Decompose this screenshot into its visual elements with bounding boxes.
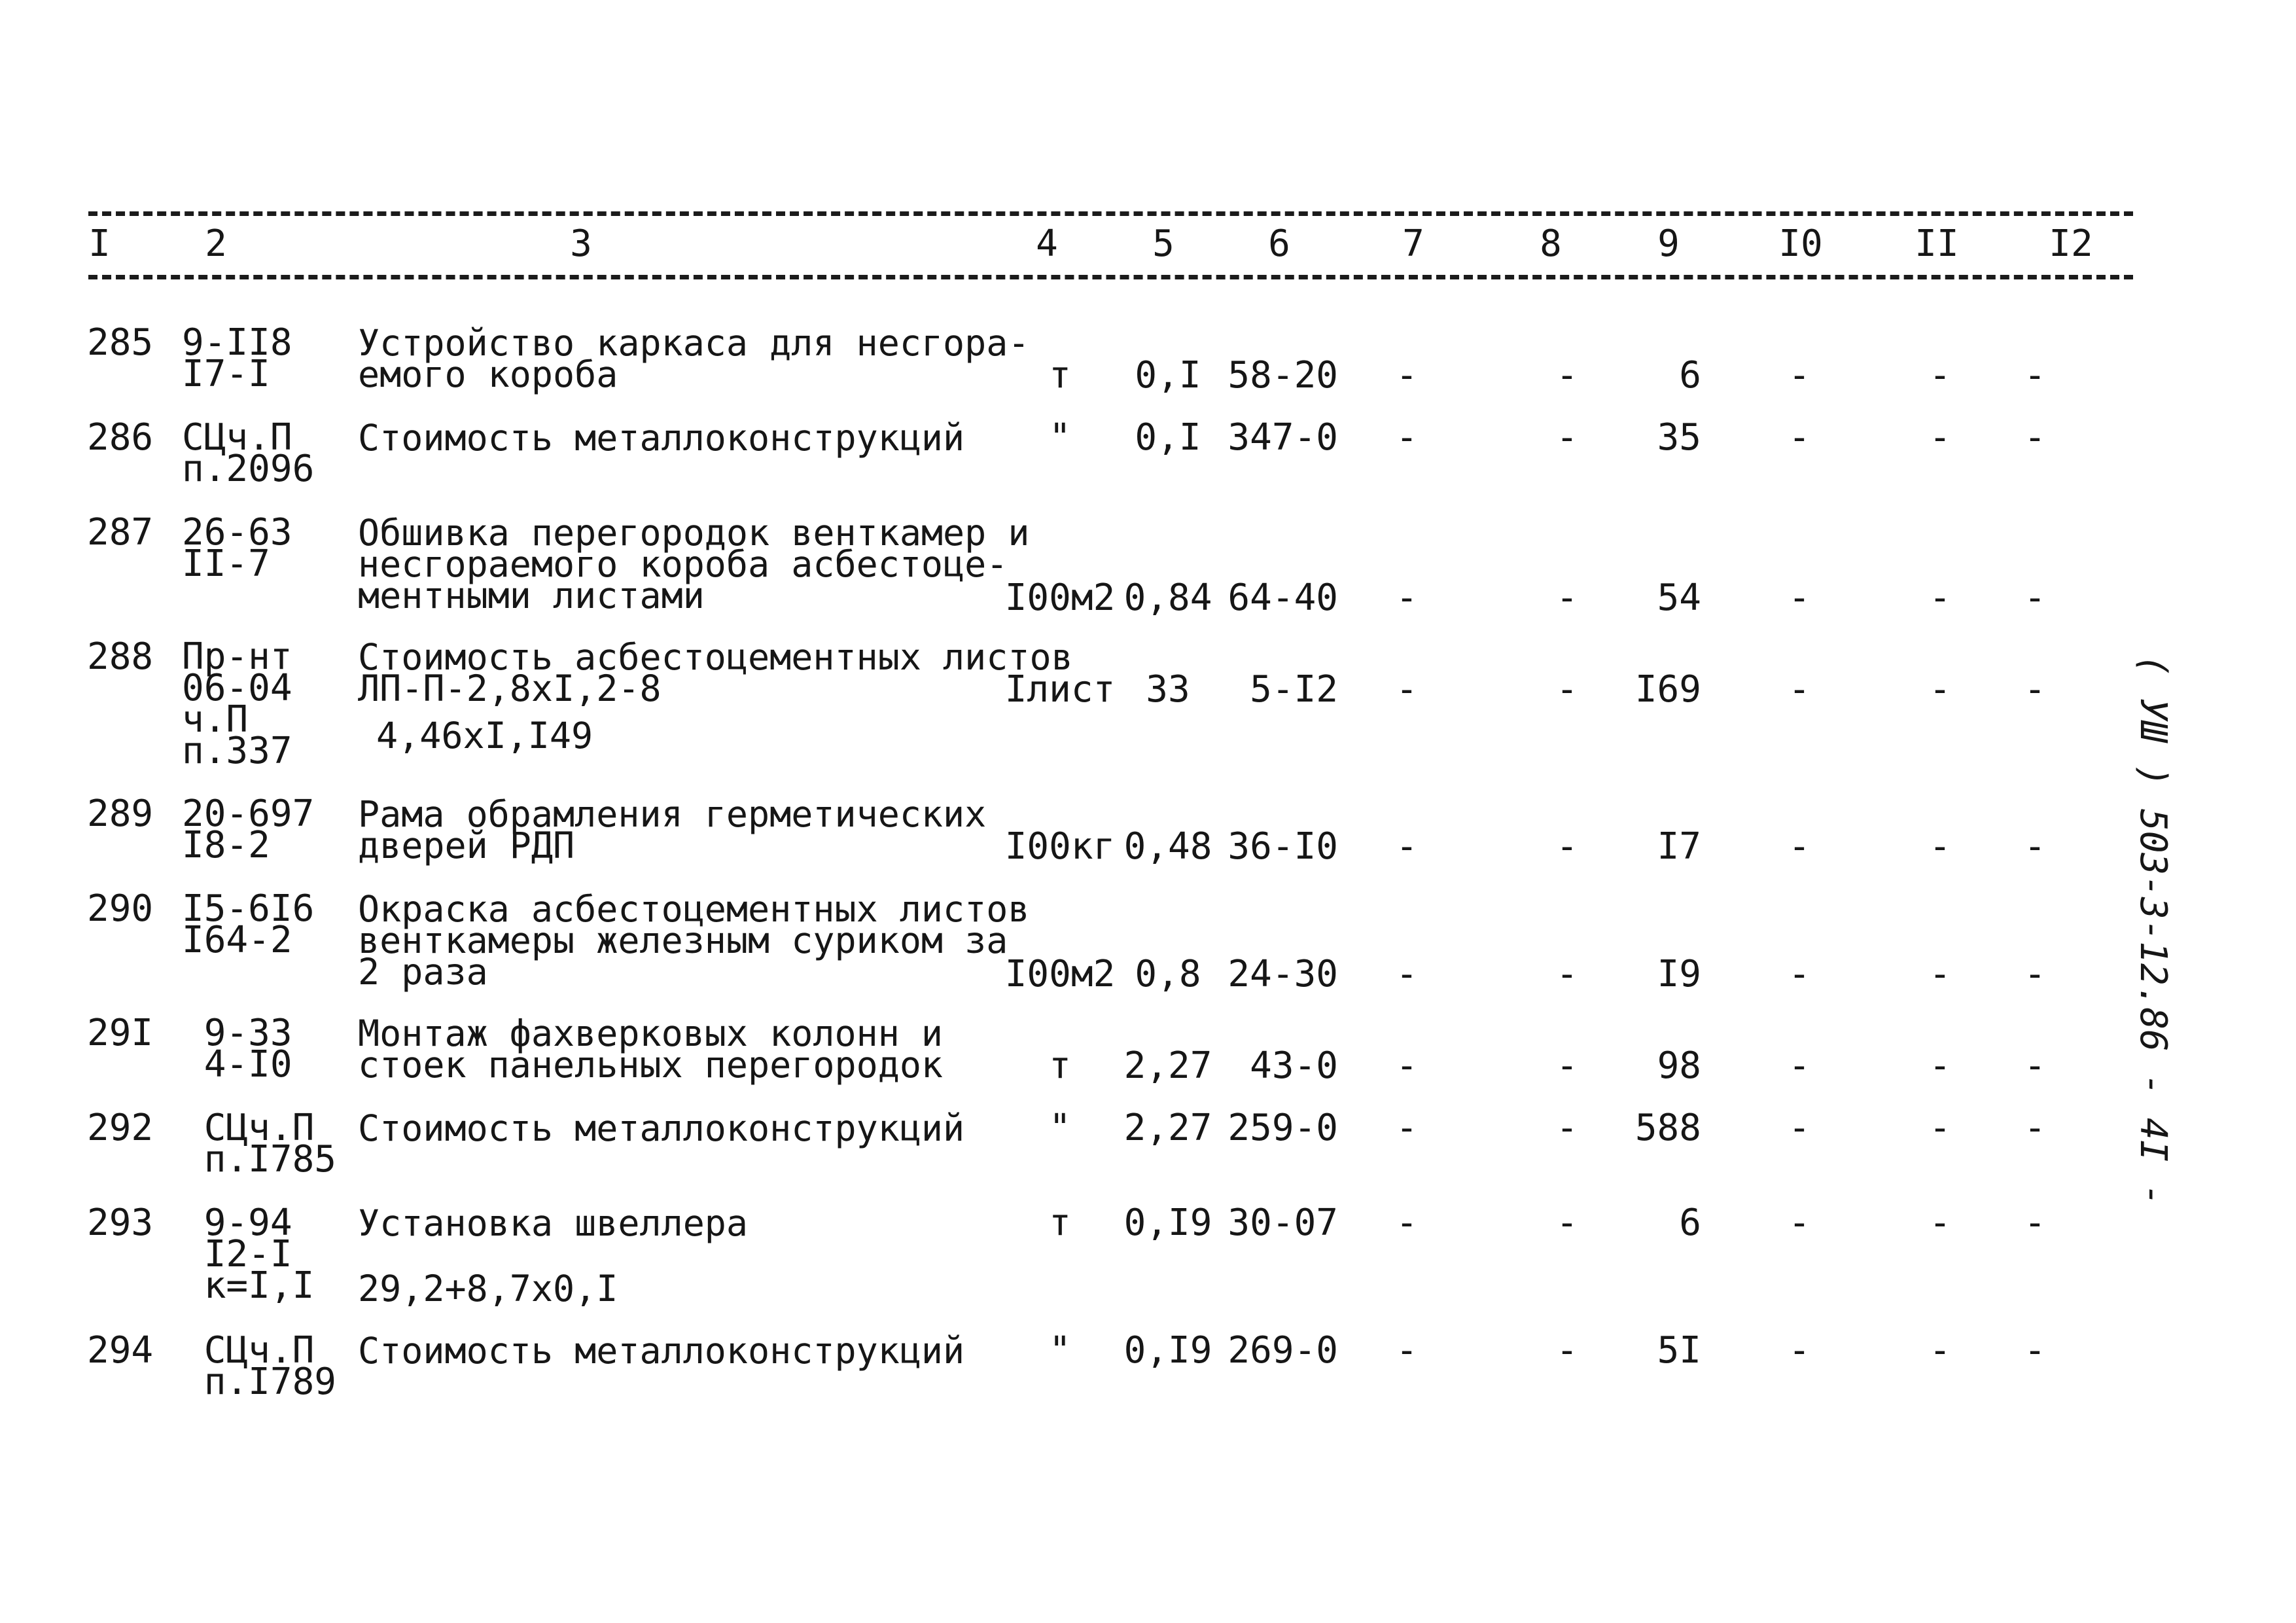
col-7-value: -: [1396, 1202, 1418, 1244]
norm-code: Пр-нт 06-04 ч.П п.337: [182, 635, 292, 772]
quantity: 33: [1146, 668, 1190, 711]
row-number: 290: [87, 887, 154, 930]
table-row: [0, 416, 2296, 490]
table-row: [0, 1329, 2296, 1403]
col-12-value: -: [2024, 577, 2046, 619]
col-10-value: -: [1788, 1044, 1810, 1087]
col-header-1: I: [88, 223, 111, 265]
col-9-value: 54: [1657, 577, 1701, 619]
unit-price: 347-0: [1227, 416, 1338, 459]
work-description: Устройство каркаса для несгора- емого короба: [358, 322, 1030, 395]
col-10-value: -: [1788, 953, 1810, 995]
work-description: Обшивка перегородок венткамер и несгораемого короба асбестоце- ментными листами: [358, 512, 1030, 616]
table-row: [0, 1202, 2296, 1310]
row-number: 287: [87, 511, 154, 554]
col-9-value: 588: [1634, 1107, 1701, 1149]
col-10-value: -: [1788, 1202, 1810, 1244]
col-12-value: -: [2024, 416, 2046, 459]
col-7-value: -: [1396, 1107, 1418, 1149]
col-11-value: -: [1929, 354, 1951, 397]
unit-price: 30-07: [1227, 1202, 1338, 1244]
col-11-value: -: [1929, 416, 1951, 459]
norm-code: 9-33 4-I0: [203, 1012, 292, 1086]
col-11-value: -: [1929, 1202, 1951, 1244]
col-header-10: I0: [1778, 223, 1823, 265]
col-12-value: -: [2024, 354, 2046, 397]
norm-code: СЦч.П п.I785: [203, 1107, 337, 1181]
table-row: [0, 635, 2296, 772]
col-11-value: -: [1929, 668, 1951, 711]
unit-of-measure: I00м2: [1004, 577, 1116, 619]
unit-price: 269-0: [1227, 1329, 1338, 1372]
norm-code: 9-94 I2-I к=I,I: [203, 1202, 315, 1307]
work-description: Монтаж фахверковых колонн и стоек панельных перегородок: [358, 1012, 944, 1086]
col-10-value: -: [1788, 577, 1810, 619]
col-9-value: 6: [1679, 1202, 1701, 1244]
unit-price: 24-30: [1227, 953, 1338, 995]
col-8-value: -: [1556, 1329, 1578, 1372]
col-10-value: -: [1788, 1107, 1810, 1149]
col-8-value: -: [1556, 953, 1578, 995]
col-10-value: -: [1788, 825, 1810, 868]
col-header-5: 5: [1152, 223, 1174, 265]
col-header-4: 4: [1036, 223, 1058, 265]
col-8-value: -: [1556, 354, 1578, 397]
quantity: 2,27: [1123, 1107, 1212, 1149]
table-row: [0, 511, 2296, 619]
work-description: Стоимость металлоконструкций: [358, 417, 965, 459]
col-9-value: I7: [1657, 825, 1701, 868]
col-10-value: -: [1788, 668, 1810, 711]
col-12-value: -: [2024, 1202, 2046, 1244]
norm-code: 9-II8 I7-I: [182, 321, 292, 395]
col-header-6: 6: [1268, 223, 1290, 265]
row-number: 286: [87, 416, 154, 459]
col-11-value: -: [1929, 1044, 1951, 1087]
col-11-value: -: [1929, 825, 1951, 868]
col-7-value: -: [1396, 577, 1418, 619]
col-7-value: -: [1396, 354, 1418, 397]
side-document-code: ( УШ ) 503-3-12.86 - 4I -: [2132, 654, 2174, 1206]
unit-of-measure: т: [1049, 1044, 1071, 1087]
unit-of-measure: I00м2: [1004, 953, 1116, 995]
quantity: 0,48: [1123, 825, 1212, 868]
table-row: [0, 1107, 2296, 1181]
col-8-value: -: [1556, 416, 1578, 459]
unit-price: 259-0: [1227, 1107, 1338, 1149]
calculation-note: 4,46хI,I49: [376, 715, 593, 757]
col-11-value: -: [1929, 953, 1951, 995]
quantity: 0,8: [1135, 953, 1201, 995]
work-description: Стоимость асбестоцементных листов ЛП-П-2,8хI,2-8: [358, 636, 1073, 709]
unit-price: 58-20: [1227, 354, 1338, 397]
col-7-value: -: [1396, 825, 1418, 868]
col-11-value: -: [1929, 577, 1951, 619]
quantity: 2,27: [1123, 1044, 1212, 1087]
unit-of-measure: т: [1049, 354, 1071, 397]
norm-code: I5-6I6 I64-2: [182, 887, 315, 961]
col-header-9: 9: [1657, 223, 1680, 265]
col-12-value: -: [2024, 1329, 2046, 1372]
row-number: 285: [87, 321, 154, 364]
table-row: [0, 887, 2296, 995]
col-12-value: -: [2024, 825, 2046, 868]
unit-of-measure: ": [1049, 1107, 1071, 1149]
row-number: 289: [87, 793, 154, 835]
work-description: Стоимость металлоконструкций: [358, 1107, 965, 1149]
col-header-11: II: [1915, 223, 1959, 265]
norm-code: 26-63 II-7: [182, 511, 292, 585]
col-header-7: 7: [1402, 223, 1424, 265]
quantity: 0,I: [1135, 416, 1201, 459]
col-8-value: -: [1556, 668, 1578, 711]
col-8-value: -: [1556, 1044, 1578, 1087]
col-12-value: -: [2024, 953, 2046, 995]
unit-price: 5-I2: [1250, 668, 1338, 711]
header-bottom-rule: [88, 275, 2133, 279]
col-11-value: -: [1929, 1107, 1951, 1149]
col-header-8: 8: [1540, 223, 1562, 265]
unit-price: 36-I0: [1227, 825, 1338, 868]
work-description: Окраска асбестоцементных листов венткамеры железным суриком за 2 раза: [358, 888, 1030, 993]
col-9-value: 5I: [1657, 1329, 1701, 1372]
row-number: 288: [87, 635, 154, 678]
norm-code: СЦч.П п.I789: [203, 1329, 337, 1403]
col-12-value: -: [2024, 1044, 2046, 1087]
col-7-value: -: [1396, 1044, 1418, 1087]
quantity: 0,I9: [1123, 1329, 1212, 1372]
col-header-2: 2: [205, 223, 227, 265]
quantity: 0,I9: [1123, 1202, 1212, 1244]
col-8-value: -: [1556, 1202, 1578, 1244]
unit-of-measure: ": [1049, 416, 1071, 459]
header-top-rule: [88, 211, 2133, 216]
table-row: [0, 321, 2296, 397]
col-11-value: -: [1929, 1329, 1951, 1372]
col-7-value: -: [1396, 953, 1418, 995]
col-9-value: 98: [1657, 1044, 1701, 1087]
calculation-note: 29,2+8,7х0,I: [358, 1268, 618, 1310]
col-12-value: -: [2024, 668, 2046, 711]
quantity: 0,I: [1135, 354, 1201, 397]
col-header-3: 3: [570, 223, 592, 265]
row-number: 292: [87, 1107, 154, 1149]
col-8-value: -: [1556, 825, 1578, 868]
col-10-value: -: [1788, 416, 1810, 459]
col-7-value: -: [1396, 1329, 1418, 1372]
unit-of-measure: I00кг: [1004, 825, 1116, 868]
col-8-value: -: [1556, 1107, 1578, 1149]
col-10-value: -: [1788, 1329, 1810, 1372]
col-9-value: 35: [1657, 416, 1701, 459]
row-number: 293: [87, 1202, 154, 1244]
col-9-value: 6: [1679, 354, 1701, 397]
unit-price: 43-0: [1250, 1044, 1338, 1087]
col-header-12: I2: [2049, 223, 2093, 265]
table-row: [0, 793, 2296, 868]
table-row: [0, 1012, 2296, 1087]
row-number: 29I: [87, 1012, 154, 1054]
unit-of-measure: т: [1049, 1202, 1071, 1244]
quantity: 0,84: [1123, 577, 1212, 619]
row-number: 294: [87, 1329, 154, 1372]
col-7-value: -: [1396, 416, 1418, 459]
unit-of-measure: Iлист: [1004, 668, 1116, 711]
col-9-value: I9: [1657, 953, 1701, 995]
work-description: Установка швеллера: [358, 1202, 749, 1244]
work-description: Рама обрамления герметических дверей РДП: [358, 793, 987, 866]
work-description: Стоимость металлоконструкций: [358, 1330, 965, 1372]
col-9-value: I69: [1634, 668, 1701, 711]
unit-price: 64-40: [1227, 577, 1338, 619]
norm-code: СЦч.П п.2096: [182, 416, 315, 490]
col-8-value: -: [1556, 577, 1578, 619]
norm-code: 20-697 I8-2: [182, 793, 315, 866]
col-7-value: -: [1396, 668, 1418, 711]
col-12-value: -: [2024, 1107, 2046, 1149]
unit-of-measure: ": [1049, 1329, 1071, 1372]
col-10-value: -: [1788, 354, 1810, 397]
